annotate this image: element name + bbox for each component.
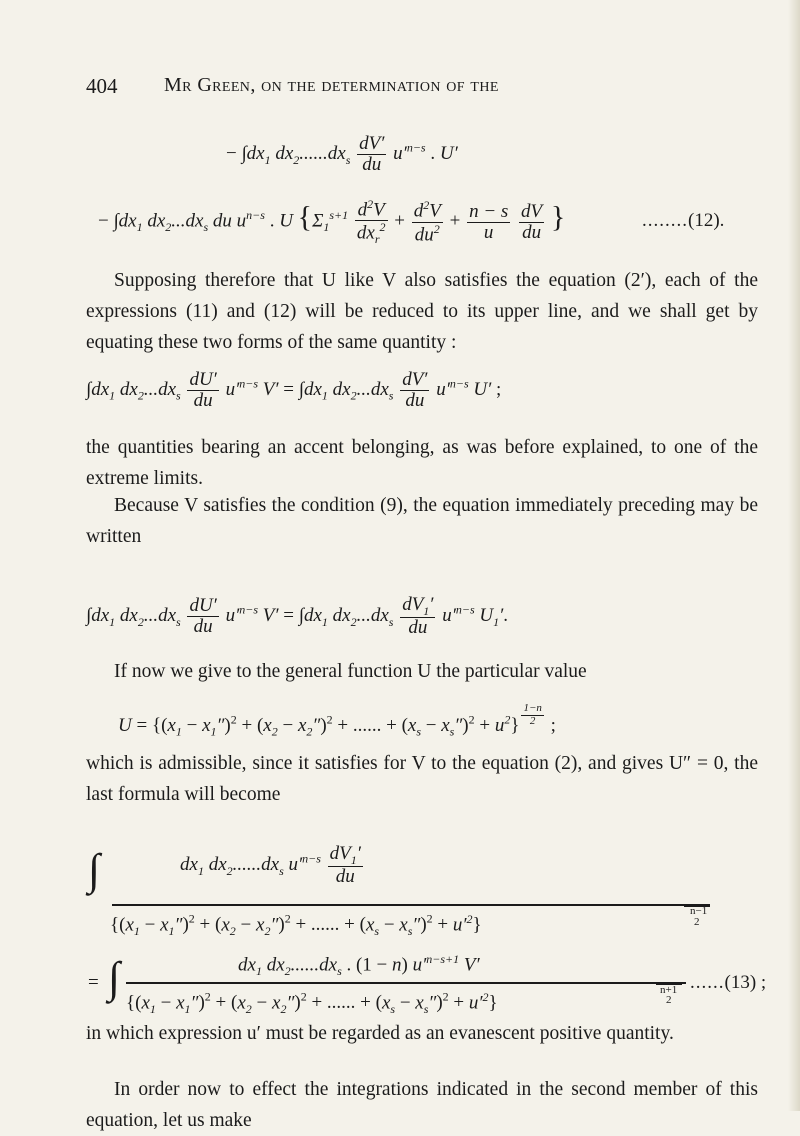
equation-a-math: − $\int dx_1$ $dx_2......dx_s$ $\frac{dV'}{du}$ $u'^{n-s}$ . U′: [226, 133, 458, 175]
equation-a: [226, 134, 458, 175]
eq13-fraction-bar-1: [112, 904, 710, 906]
equation-12-number: ........(12).: [642, 210, 725, 231]
exponent-1-den: 2: [694, 916, 700, 928]
exponent-1: n−1: [690, 905, 708, 917]
paragraph-4-text: If now we give to the general function U the particular value: [114, 661, 587, 682]
paragraph-5-text: which is admissible, since it satisfies for V to the equation (2), and gives U″ = 0, the last formula will become: [86, 753, 758, 805]
paragraph-1: [86, 265, 758, 358]
paragraph-1-text: Supposing therefore that U like V also satisfies the equation (2′), each of the expressions (11) and (12) will be reduced to its upper line, and we shall get by equating these two forms of the same quantity :: [86, 270, 758, 353]
page-number: 404: [86, 74, 118, 98]
integral-sign-2: ∫: [108, 953, 121, 1002]
integral-sign-1: ∫: [88, 845, 101, 894]
equation-13-number: ......(13) ;: [690, 972, 767, 993]
equation-12: − $\int dx_1$ $dx_2...dx_s$ du $u^{n-s}$ . U {$\Sigma_1^{s+1}$ $\frac{d^2V}{dx_r^2}$ + $\frac{d^2V}{du^2}$ + $\frac{n - s}{u}$ $\frac{dV}{du}$ }: [98, 197, 566, 247]
eq13-denominator-1: {$(x_1 - x_1'')^2 + (x_2 - x_2'')^2$ + ...... + $(x_s - x_s'')^2 + u'^2$}: [110, 912, 482, 939]
paragraph-4: [86, 656, 758, 687]
eq13-denominator-2: {$(x_1 - x_1'')^2 + (x_2 - x_2'')^2$ + ...... + $(x_s - x_s'')^2 + u'^2$}: [126, 990, 498, 1017]
paragraph-2-text: the quantities bearing an accent belonging, as was before explained, to one of the extreme limits.: [86, 437, 758, 489]
eq13-numerator-2: $dx_1$ $dx_2......dx_s$ . (1 − n) $u'^{n-s+1}$ V′: [238, 952, 480, 979]
eq12-label: (12).: [688, 210, 725, 231]
paragraph-2: [86, 432, 758, 494]
running-header: [86, 74, 748, 104]
paragraph-6-text: in which expression u′ must be regarded as an evanescent positive quantity.: [86, 1023, 674, 1044]
eq13-fraction-bar-2: [126, 982, 686, 984]
exponent-2-den: 2: [666, 994, 672, 1006]
eq13-label: (13) ;: [724, 972, 767, 993]
exponent-2: n+1: [660, 984, 678, 996]
equation-d: $U = \{(x_1 - x_1'')^2 + (x_2 - x_2'')^2$ + ...... + $(x_s - x_s'')^2 + u^2$} $\frac{1-n}{2}$ ;: [118, 702, 556, 739]
running-head: Mr Green, on the determination of the: [164, 74, 499, 96]
eq13-numerator-1: $dx_1$ $dx_2......dx_s$ $u'^{n-s}$ $\frac{dV_1'}{du}$: [180, 843, 361, 888]
eq13-equals: =: [88, 972, 99, 993]
equation-b: $\int dx_1$ $dx_2...dx_s$ $\frac{dU'}{du}$ $u'^{n-s}$ $V' = \int dx_1$ $dx_2...dx_s$ $\frac{dV'}{du}$ $u'^{n-s}$ U′ ;: [86, 369, 502, 411]
equation-c: $\int dx_1$ $dx_2...dx_s$ $\frac{dU'}{du}$ $u'^{n-s}$ $V' = \int dx_1$ $dx_2...dx_s$ $\frac{dV_1'}{du}$ $u'^{n-s}$ $U_1'$.: [86, 594, 509, 639]
paragraph-3-text: Because V satisfies the condition (9), the equation immediately preceding may be written: [86, 495, 758, 547]
page-edge-shadow: [788, 0, 800, 1111]
paragraph-7-text: In order now to effect the integrations indicated in the second member of this equation, let us make: [86, 1079, 758, 1131]
paragraph-6: [86, 1018, 758, 1049]
paragraph-5: [86, 748, 758, 810]
paragraph-3: [86, 490, 758, 552]
paragraph-7: [86, 1074, 758, 1136]
